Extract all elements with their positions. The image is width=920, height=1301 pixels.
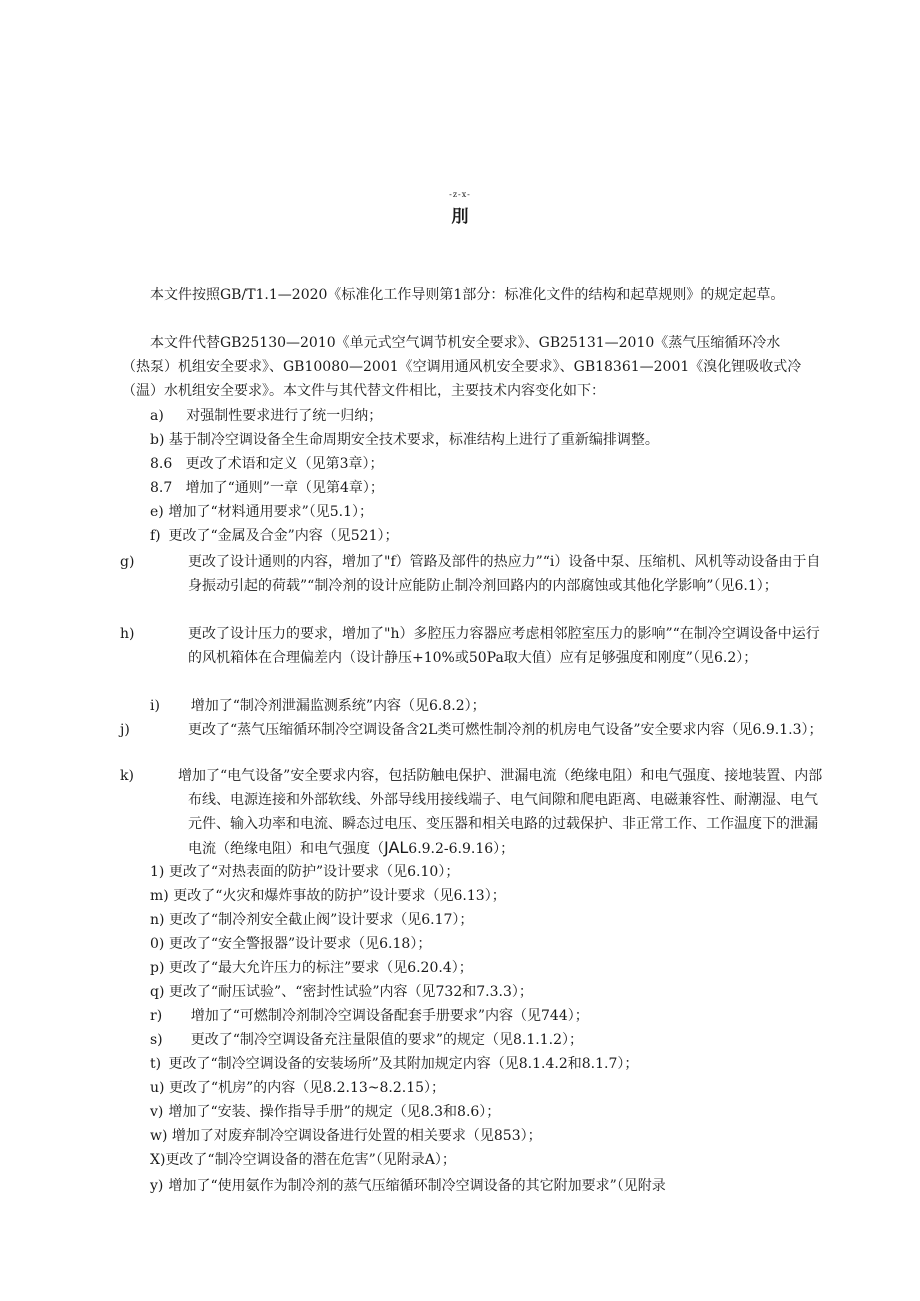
item-text: 更改了“制冷空调设备充注量限值的要求”的规定（见8.1.1.2）； [190, 1032, 583, 1048]
item-label: h) [120, 626, 135, 642]
item-text: 增加了“电气设备”安全要求内容，包括防触电保护、泄漏电流（绝缘电阻）和电气强度、接地装置、内部布线、电源连接和外部软线、外部导线用接线端子、电气间隙和爬电距离、电磁兼容性、耐潮湿、电气元件、输入功率和电流、瞬态过电压、变压器和相关电路的过载保护、非正常工作、工作温度下的泄漏电流（绝缘电阻）和电气强度（ [178, 768, 823, 857]
item-label: j) [120, 722, 130, 738]
item-label: r) [150, 1008, 163, 1024]
item-label: i) [150, 698, 160, 714]
item-mark: JAL [384, 838, 409, 857]
item-text: 基于制冷空调设备全生命周期安全技术要求，标准结构上进行了重新编排调整。 [168, 432, 659, 448]
list-item-m [150, 884, 810, 908]
item-label: 0) [150, 936, 165, 952]
item-text: 更改了“金属及合金”内容（见521）； [168, 528, 399, 544]
list-item-l [150, 860, 810, 884]
item-label: k) [120, 768, 134, 784]
item-label: n) [150, 912, 165, 928]
item-label: w) [150, 1128, 168, 1144]
item-label: m) [150, 888, 169, 904]
item-text: 更改了“安全警报器”设计要求（见6.18）； [168, 936, 432, 952]
item-label: p) [150, 960, 165, 976]
item-label: y) [150, 1178, 164, 1194]
list-item-k [120, 764, 828, 861]
list-item-p [150, 956, 810, 980]
list-item-g [120, 550, 828, 598]
item-label: q) [150, 984, 165, 1000]
item-label: b) [150, 432, 165, 448]
list-item-c [150, 452, 810, 476]
item-text: 增加了“使用氨作为制冷剂的蒸气压缩循环制冷空调设备的其它附加要求”（见附录 [168, 1178, 666, 1194]
list-item-v [150, 1100, 810, 1124]
list-item-d [150, 476, 810, 500]
item-text: 增加了“材料通用要求”（见5.1）； [168, 504, 374, 520]
list-item-t [150, 1052, 810, 1076]
list-item-w [150, 1124, 810, 1148]
item-text: 更改了“最大允许压力的标注”要求（见6.20.4）； [168, 960, 473, 976]
item-text: 更改了“对热表面的防护”设计要求（见6.10）； [168, 864, 460, 880]
item-text: 更改了“蒸气压缩循环制冷空调设备含2L类可燃性制冷剂的机房电气设备”安全要求内容（见6.9.1.3）； [188, 722, 823, 738]
item-text: 更改了设计压力的要求，增加了"h）多腔压力容器应考虑相邻腔室压力的影响”“在制冷空调设备中运行的风机箱体在合理偏差内（设计静压+10%或50Pa取大值）应有足够强度和刚度”（见6.2）； [188, 626, 820, 666]
list-item-r [150, 1004, 810, 1028]
item-text: 更改了“耐压试验”、“密封性试验”内容（见732和7.3.3）； [168, 984, 533, 1000]
list-item-x [150, 1148, 810, 1172]
list-item-u [150, 1076, 810, 1100]
list-item-q [150, 980, 810, 1004]
list-item-y [150, 1174, 810, 1198]
item-text: 更改了设计通则的内容，增加了"f）管路及部件的热应力”“i）设备中泵、压缩机、风机等动设备由于自身振动引起的荷载”“制冷剂的设计应能防止制冷剂回路内的内部腐蚀或其他化学影响”（见6.1）； [188, 554, 821, 594]
item-text: 更改了“火灾和爆炸事故的防护”设计要求（见6.13）； [173, 888, 506, 904]
item-label: v) [150, 1104, 164, 1120]
list-item-a [150, 404, 810, 428]
item-text: 增加了“可燃制冷剂制冷空调设备配套手册要求”内容（见744）； [190, 1008, 589, 1024]
item-text: 增加了“安装、操作指导手册”的规定（见8.3和8.6）； [168, 1104, 501, 1120]
item-label: f) [150, 528, 161, 544]
paragraph-2: 本文件代替GB25130—2010《单元式空气调节机安全要求》、GB25131—2010《蒸气压缩循环冷水（热泵）机组安全要求》、GB10080—2001《空调用通风机安全要求》、GB18361—2001《溴化锂吸收式冷（温）水机组安全要求》。本文件与其代替文件相比，主要技术内容变化如下： [122, 335, 802, 399]
paragraph-1: 本文件按照GB/T1.1—2020《标准化工作导则第1部分：标准化文件的结构和起草规则》的规定起草。 [150, 287, 785, 303]
item-label: t) [150, 1056, 162, 1072]
item-label: a) [150, 408, 164, 424]
item-text: 更改了“机房”的内容（见8.2.13~8.2.15）； [168, 1080, 446, 1096]
list-item-e [150, 500, 810, 524]
item-text: 增加了对废弃制冷空调设备进行处置的相关要求（见853）； [171, 1128, 542, 1144]
page-title: 刖 [451, 207, 469, 227]
item-label: e) [150, 504, 164, 520]
item-text-end: 6.9.2-6.9.16）； [408, 841, 515, 857]
item-text: 对强制性要求进行了统一归纳； [186, 408, 383, 424]
list-item-i [150, 694, 810, 718]
list-item-s [150, 1028, 810, 1052]
item-label: g) [120, 554, 135, 570]
item-text: 更改了“制冷空调设备的安装场所”及其附加规定内容（见8.1.4.2和8.1.7）； [168, 1056, 639, 1072]
item-text: 增加了“通则”一章（见第4章）； [185, 480, 384, 496]
header-mark: -z-x- [449, 190, 471, 199]
list-item-o [150, 932, 810, 956]
list-item-h [120, 622, 828, 670]
item-text: 增加了“制冷剂泄漏监测系统”内容（见6.8.2）； [190, 698, 486, 714]
item-text: 更改了“制冷空调设备的潜在危害”（见附录A）； [165, 1152, 456, 1168]
item-text: 更改了“制冷剂安全截止阀”设计要求（见6.17）； [168, 912, 474, 928]
item-text: 更改了术语和定义（见第3章）； [185, 456, 384, 472]
list-item-j [120, 718, 828, 742]
list-item-f [150, 524, 810, 548]
item-label: u) [150, 1080, 165, 1096]
item-label: s) [150, 1032, 163, 1048]
list-item-b [150, 428, 810, 452]
item-label: 8.7 [150, 480, 173, 496]
item-label: 1) [150, 864, 165, 880]
item-label: 8.6 [150, 456, 173, 472]
item-label: X) [150, 1152, 166, 1168]
list-item-n [150, 908, 810, 932]
